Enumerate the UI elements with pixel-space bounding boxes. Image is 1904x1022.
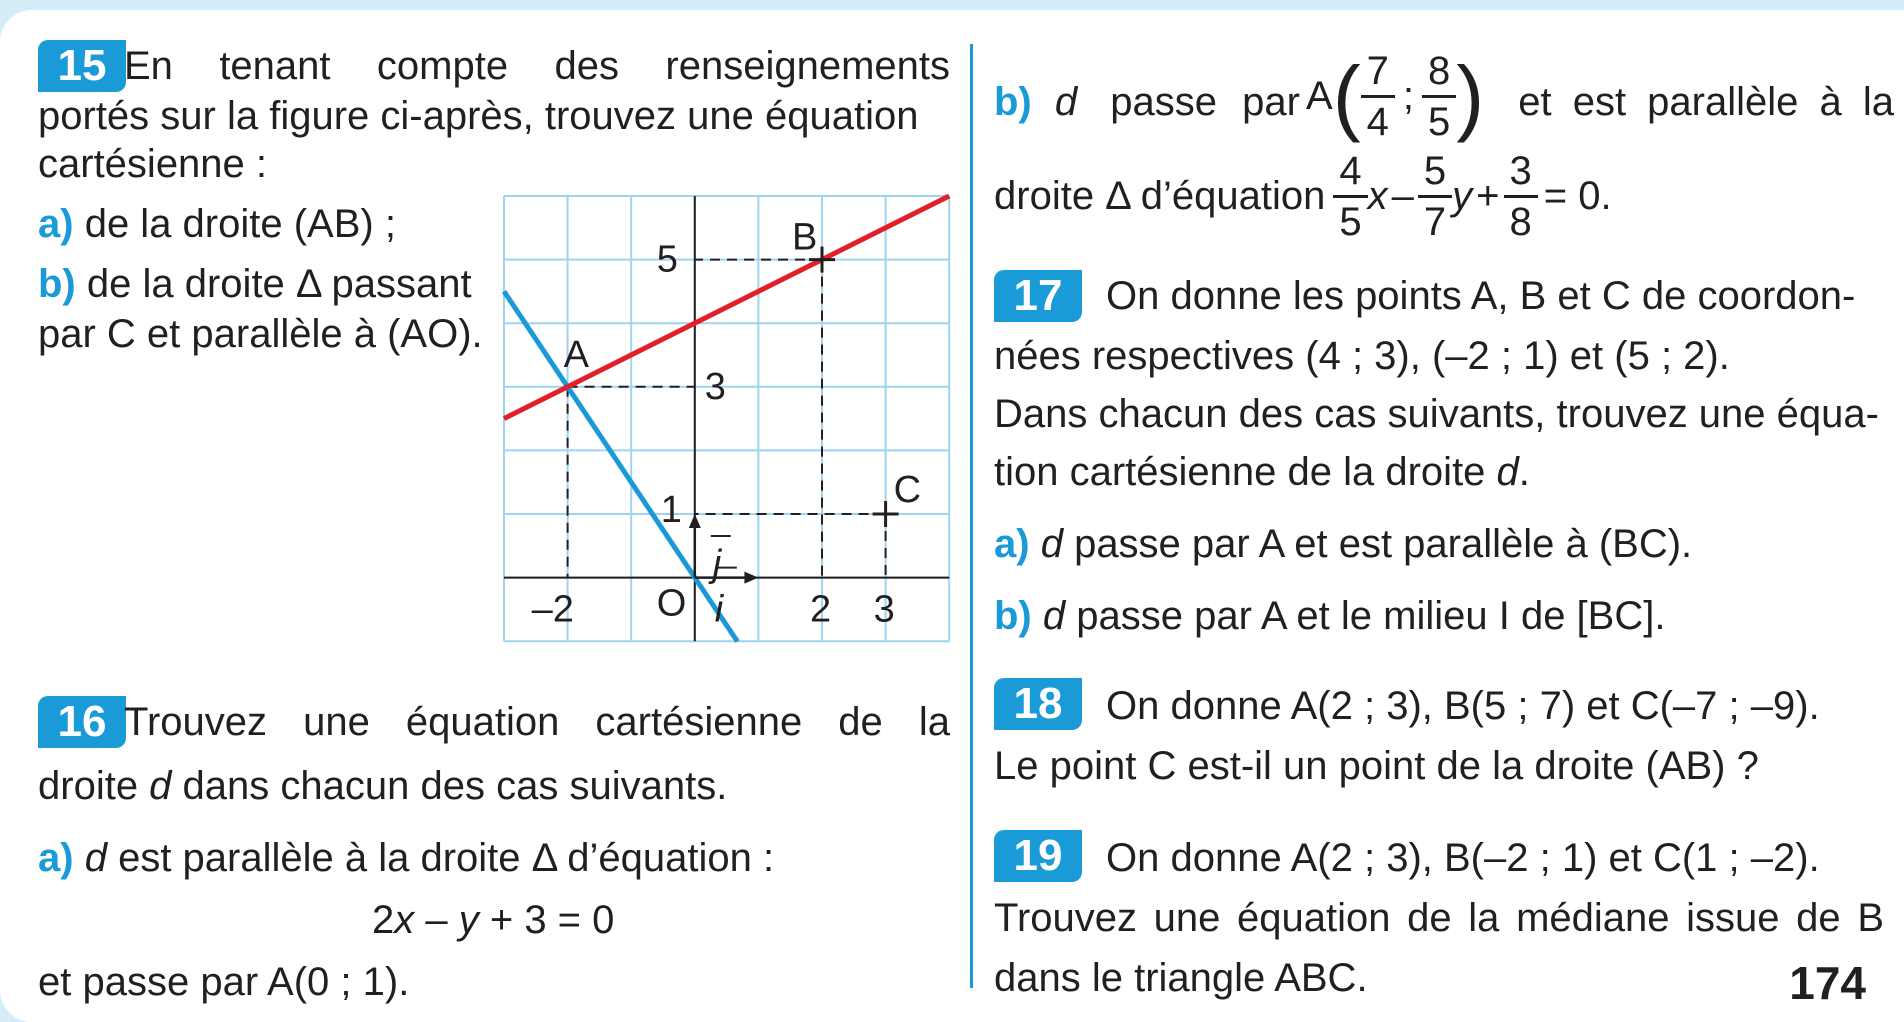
label-A: A xyxy=(563,333,589,376)
eq-x: x xyxy=(394,898,415,942)
ex18-line1: On donne A(2 ; 3), B(5 ; 7) et C(–7 ; –9). xyxy=(1106,684,1820,728)
ex16-item-a xyxy=(38,834,774,882)
ex17-line4-d: d xyxy=(1496,450,1519,494)
unit-vectors xyxy=(689,514,759,584)
ex17-item-a xyxy=(994,520,1692,568)
item-a-label: a) xyxy=(38,202,74,246)
ex16-a-text: est parallèle à la droite Δ d’équation : xyxy=(106,836,775,880)
frac-den: 7 xyxy=(1423,199,1447,244)
ex17-a-label: a) xyxy=(994,522,1030,566)
exercise-18-badge: 18 xyxy=(994,678,1082,730)
ex17-b-text: passe par A et le milieu I de [BC]. xyxy=(1065,594,1666,638)
ex16-line2-post: dans chacun des cas suivants. xyxy=(171,764,728,808)
tick-x-2: –2 xyxy=(531,588,574,631)
column-divider xyxy=(970,44,973,988)
ex16-equation xyxy=(372,896,614,944)
ex19-line2: Trouvez une équation de la médiane issue de B xyxy=(994,896,1884,940)
ex17-line3: Dans chacun des cas suivants, trouvez une équa- xyxy=(994,392,1879,436)
ex17-item-b xyxy=(994,592,1665,640)
tick-x2: 2 xyxy=(810,588,832,631)
ex17-a-d: d xyxy=(1040,522,1063,566)
label-j: j xyxy=(712,543,722,585)
paren-open: ( xyxy=(1332,49,1361,143)
frac-den: 8 xyxy=(1509,199,1532,244)
ex16-b-start xyxy=(994,78,1300,126)
frac-4-5 xyxy=(1333,148,1367,244)
eq-y: y xyxy=(458,898,479,942)
ex16-a-d: d xyxy=(84,836,107,880)
ex16-b-line2 xyxy=(994,148,1612,244)
ex17-b-label: b) xyxy=(994,594,1032,638)
item-b-label: b) xyxy=(38,262,76,306)
b2-x: x xyxy=(1367,174,1388,218)
point-A-coords xyxy=(1306,30,1484,162)
b2-end: = 0. xyxy=(1543,174,1612,218)
vector-j-arrowhead xyxy=(689,514,701,528)
ex16-line1: Trouvez une équation cartésienne de la xyxy=(124,700,950,744)
ex16-b-tail: et est parallèle à la xyxy=(1518,80,1894,124)
coord-sep: ; xyxy=(1402,74,1415,118)
ex16-line2 xyxy=(38,762,727,810)
point-A-name: A xyxy=(1306,74,1333,118)
b2-y: y xyxy=(1452,174,1473,218)
label-B: B xyxy=(792,216,818,259)
tick-y5: 5 xyxy=(656,238,678,281)
ex15-line3: cartésienne : xyxy=(38,142,268,186)
b2-minus: – xyxy=(1391,174,1414,218)
eq-rest: + 3 = 0 xyxy=(478,898,615,942)
ex19-line3: dans le triangle ABC. xyxy=(994,956,1368,1000)
grid xyxy=(504,196,949,641)
frac-5-7 xyxy=(1418,148,1452,244)
frac-den: 4 xyxy=(1366,99,1389,144)
ex16-b-d: d xyxy=(1054,80,1078,124)
ex17-b-d: d xyxy=(1042,594,1066,638)
line-AB xyxy=(504,196,949,419)
frac-den: 5 xyxy=(1428,99,1451,144)
vector-i-arrowhead xyxy=(744,572,758,584)
ex15-line2: portés sur la figure ci-après, trouvez une équation xyxy=(38,94,919,138)
tick-y1: 1 xyxy=(660,489,682,531)
ex19-line1: On donne A(2 ; 3), B(–2 ; 1) et C(1 ; –2). xyxy=(1106,836,1820,880)
paren-close: ) xyxy=(1456,49,1485,143)
frac-3-8 xyxy=(1504,148,1538,244)
frac-8-5 xyxy=(1422,48,1456,144)
label-C: C xyxy=(893,469,922,511)
tick-x3: 3 xyxy=(873,588,895,631)
ex16-a-end: et passe par A(0 ; 1). xyxy=(38,960,410,1004)
ex15-item-b-cont: par C et parallèle à (AO). xyxy=(38,312,483,356)
item-b-text: de la droite Δ passant xyxy=(86,262,472,306)
ex17-line1: On donne les points A, B et C de coordon- xyxy=(1106,274,1856,318)
frac-den: 5 xyxy=(1339,199,1362,244)
ex16-b-text: passe par xyxy=(1110,80,1300,124)
ex17-line4-pre: tion cartésienne de la droite xyxy=(994,450,1497,494)
frac-num: 3 xyxy=(1504,151,1538,198)
eq-minus: – xyxy=(414,898,459,942)
exercise-15-badge: 15 xyxy=(38,40,126,92)
exercise-19-badge: 19 xyxy=(994,830,1082,882)
label-O: O xyxy=(656,582,687,625)
page-number: 174 xyxy=(1789,957,1866,1009)
exercise-16-badge: 16 xyxy=(38,696,126,748)
ex17-line2: nées respectives (4 ; 3), (–2 ; 1) et (5 ; 2). xyxy=(994,334,1730,378)
item-a-text: de la droite (AB) ; xyxy=(84,202,396,246)
b2-plus: + xyxy=(1476,174,1500,218)
ex16-line2-d: d xyxy=(149,764,172,808)
ex16-b2-text: droite Δ d’équation xyxy=(994,174,1326,218)
ex16-item-b xyxy=(994,30,1904,144)
ex17-line4 xyxy=(994,448,1530,496)
frac-num: 5 xyxy=(1418,151,1452,198)
ex18-line2: Le point C est-il un point de la droite (AB) ? xyxy=(994,744,1759,788)
ex16-line2-pre: droite xyxy=(38,764,150,808)
tick-y3: 3 xyxy=(704,365,726,408)
frac-num: 7 xyxy=(1361,51,1395,98)
label-i: i xyxy=(714,588,724,631)
frac-7-4 xyxy=(1361,48,1395,144)
ex17-a-text: passe par A et est parallèle à (BC). xyxy=(1062,522,1693,566)
ex17-line4-post: . xyxy=(1518,450,1530,494)
exercise-17-badge: 17 xyxy=(994,270,1082,322)
frac-num: 4 xyxy=(1333,151,1367,198)
ex16-b-label: b) xyxy=(994,80,1032,124)
ex15-line1: En tenant compte des renseignements xyxy=(124,44,950,88)
ex16-a-label: a) xyxy=(38,836,74,880)
eq-coef: 2 xyxy=(372,898,395,942)
frac-num: 8 xyxy=(1422,51,1456,98)
